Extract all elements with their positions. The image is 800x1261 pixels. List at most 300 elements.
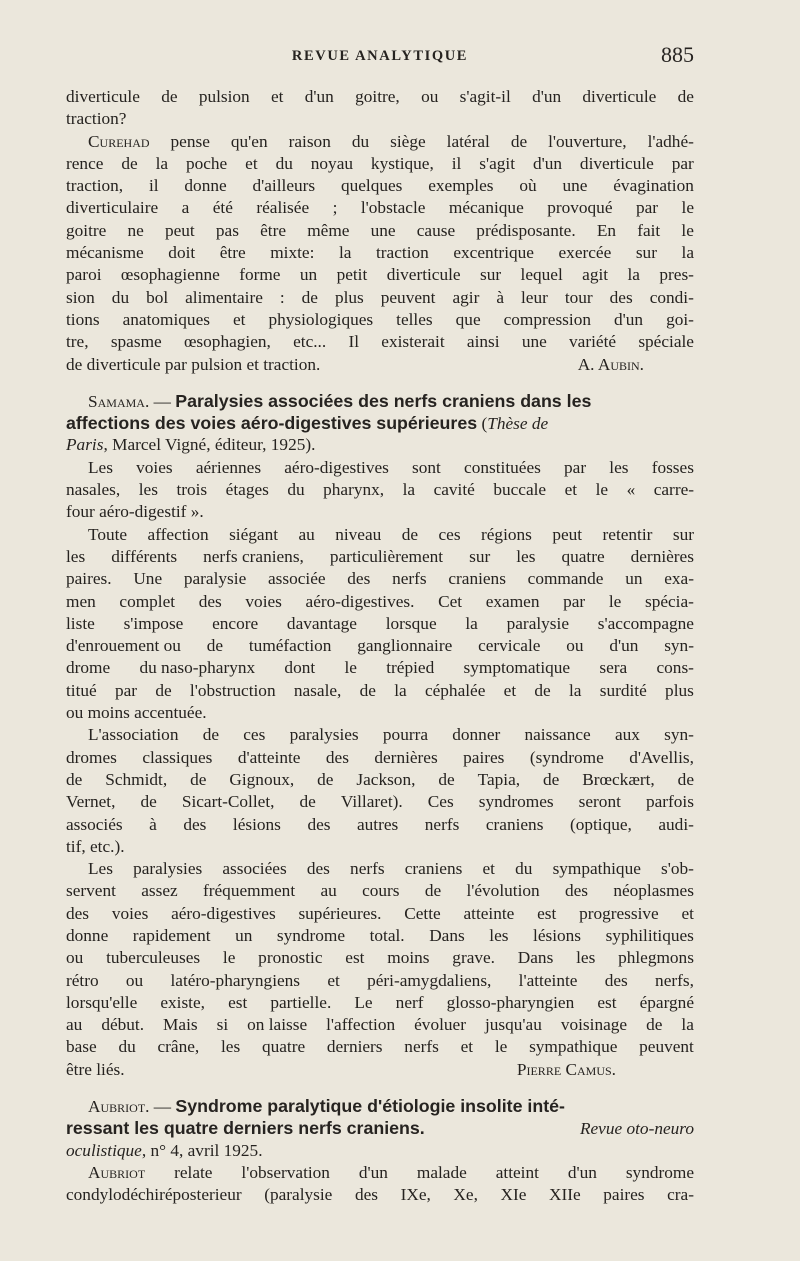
- word: la: [155, 153, 169, 173]
- word: classiques: [142, 747, 213, 767]
- word: noyau: [310, 153, 353, 173]
- word: au: [298, 524, 315, 544]
- word: cause: [416, 220, 456, 240]
- word: examen: [485, 591, 540, 611]
- word: variété: [569, 332, 617, 352]
- word: goitre: [66, 220, 107, 240]
- word: s'impose: [123, 613, 184, 633]
- review-aubriot: [66, 1184, 694, 1206]
- word: d'atteinte: [237, 747, 301, 767]
- word: associée: [267, 569, 326, 589]
- word: peut: [164, 220, 195, 240]
- word: Cet: [438, 591, 463, 611]
- word: excentrique: [453, 243, 534, 263]
- text-line: [66, 680, 694, 702]
- word: être: [219, 243, 246, 263]
- word: du naso-pharynx: [139, 658, 256, 678]
- text-line-content: de diverticule par pulsion et traction.: [66, 354, 321, 374]
- word: siégant: [229, 524, 279, 544]
- word: constituées: [464, 457, 541, 477]
- word: phlegmons: [618, 948, 694, 968]
- word: du: [351, 131, 370, 151]
- word: des: [325, 747, 349, 767]
- word: paires: [603, 1185, 645, 1205]
- section-gap: [66, 376, 694, 390]
- text-line: [66, 568, 694, 590]
- word: l'atteinte: [518, 970, 578, 990]
- review-signature: Pierre Camus.: [516, 1059, 616, 1079]
- word: diverticule: [386, 265, 461, 285]
- word: quelques: [340, 176, 403, 196]
- word: l'ouverture,: [548, 131, 627, 151]
- word: voies: [245, 591, 282, 611]
- word: exa-: [664, 569, 694, 589]
- word: et: [482, 859, 495, 879]
- source-city: Paris: [66, 435, 104, 455]
- word: sera: [599, 658, 628, 678]
- word: est: [228, 992, 248, 1012]
- word: audi-: [658, 814, 694, 834]
- word: agir: [452, 287, 480, 307]
- text-line: [66, 702, 694, 724]
- review-source: [66, 434, 694, 456]
- word: trépied: [386, 658, 435, 678]
- word: une: [370, 220, 396, 240]
- word: paralysie: [183, 569, 247, 589]
- word: existe,: [160, 992, 205, 1012]
- word: nerfs: [350, 859, 385, 879]
- word: Dans: [429, 925, 465, 945]
- running-title: REVUE ANALYTIQUE: [291, 48, 469, 64]
- text-line: [66, 880, 694, 902]
- word: et: [245, 153, 258, 173]
- word: des: [354, 1185, 378, 1205]
- word: l'obstruction: [189, 680, 276, 700]
- word: s'accompagne: [597, 613, 694, 633]
- word: ne: [127, 220, 144, 240]
- word: si: [216, 1015, 229, 1035]
- word: le: [595, 480, 609, 500]
- word: donne: [184, 176, 227, 196]
- word: un: [625, 569, 643, 589]
- word: à: [149, 814, 157, 834]
- word: nerf: [395, 992, 424, 1012]
- word: les: [576, 948, 596, 968]
- word: doit: [168, 243, 196, 263]
- word: encore: [212, 613, 259, 633]
- word: prédisposante.: [476, 220, 576, 240]
- word: par: [114, 680, 138, 700]
- word: d'Avellis,: [629, 747, 694, 767]
- word: début.: [101, 1015, 145, 1035]
- text-line: [66, 769, 694, 791]
- word: la: [465, 613, 478, 633]
- review-heading-cont: [66, 412, 694, 434]
- word: mixte:: [270, 243, 315, 263]
- word: derniers: [326, 1037, 383, 1057]
- word: où: [519, 176, 537, 196]
- word: carre-: [653, 480, 694, 500]
- text-line: [66, 992, 694, 1014]
- review-title: Paralysies associées des nerfs craniens dans les: [175, 390, 592, 411]
- word: Toute: [88, 524, 128, 544]
- word: et: [460, 1037, 474, 1057]
- word: atteint: [495, 1162, 539, 1182]
- word: peuvent: [380, 287, 436, 307]
- word: par: [563, 591, 586, 611]
- word: dromes: [66, 747, 117, 767]
- word: sur: [480, 265, 502, 285]
- word: d'enrouement ou: [66, 636, 181, 656]
- word: les: [138, 480, 158, 500]
- word: paires.: [66, 569, 112, 589]
- word: de: [677, 87, 694, 106]
- review-heading: [66, 390, 694, 412]
- word: par: [671, 153, 694, 173]
- word: des: [306, 859, 330, 879]
- word: retentir: [602, 524, 653, 544]
- section-gap: [66, 1081, 694, 1095]
- word: craniens: [448, 569, 506, 589]
- word: s'agit-il: [459, 87, 511, 106]
- word: la: [681, 243, 694, 263]
- word: différents: [111, 546, 178, 566]
- body-text: [66, 86, 694, 1207]
- word: de: [155, 680, 172, 700]
- text-line: [66, 791, 694, 813]
- word: cervicale: [478, 636, 541, 656]
- word: telles: [396, 309, 433, 329]
- text-line-content: être liés.: [66, 1059, 125, 1079]
- word: cons-: [656, 658, 694, 678]
- word: épargné: [639, 992, 694, 1012]
- word: cours: [362, 881, 400, 901]
- word: et: [327, 970, 340, 990]
- word: traction,: [66, 176, 124, 196]
- word: de: [202, 725, 220, 745]
- word: ces: [243, 725, 266, 745]
- word: sympathique: [529, 1037, 618, 1057]
- word: parfois: [645, 792, 694, 812]
- word: ces: [438, 524, 461, 544]
- word: le: [608, 591, 622, 611]
- word: du: [118, 1037, 136, 1057]
- text-line: [66, 86, 694, 108]
- word: goi-: [666, 309, 694, 329]
- word: nerfs craniens,: [203, 546, 304, 566]
- text-line: [66, 354, 694, 376]
- source-publisher: , Marcel Vigné, éditeur, 1925).: [103, 435, 316, 455]
- word: est: [345, 948, 365, 968]
- word: Dans: [517, 948, 554, 968]
- word: les: [220, 1037, 241, 1057]
- text-line: [66, 1036, 694, 1058]
- text-line: [66, 546, 694, 568]
- word: goitre,: [355, 87, 400, 106]
- word: du: [515, 859, 533, 879]
- word: :: [279, 287, 285, 307]
- word: les: [516, 546, 536, 566]
- word: à: [496, 287, 504, 307]
- word: sur: [672, 524, 694, 544]
- word: surdité: [599, 680, 647, 700]
- word: ganglionnaire: [357, 636, 453, 656]
- word: il: [451, 153, 462, 173]
- word: néoplasmes: [613, 881, 694, 901]
- word: des: [604, 970, 628, 990]
- text-line: [66, 657, 694, 679]
- text-line: [66, 242, 694, 264]
- word: Cette: [404, 903, 441, 923]
- word: drome: [66, 658, 111, 678]
- review-title-cont: affections des voies aéro-digestives supérieures: [66, 413, 478, 434]
- word: diverticule: [582, 87, 657, 106]
- word: œsophagienne: [120, 265, 220, 285]
- word: tions: [66, 309, 100, 329]
- word: il: [148, 176, 159, 196]
- word: siège: [390, 131, 426, 151]
- word: jusqu'au: [484, 1015, 542, 1035]
- word: la: [402, 480, 416, 500]
- word: et: [503, 680, 517, 700]
- text-line: [66, 501, 694, 523]
- word: En: [596, 220, 617, 240]
- word: L'association: [88, 725, 179, 745]
- word: rétro: [66, 970, 99, 990]
- word: et: [232, 309, 246, 329]
- word: buccale: [493, 480, 547, 500]
- word: de: [66, 769, 83, 789]
- word: fréquemment: [203, 881, 296, 901]
- word: tour: [564, 287, 593, 307]
- word: provoqué: [547, 198, 613, 218]
- word: s'ob-: [661, 859, 694, 879]
- word: pense: [170, 131, 210, 151]
- word: d'un: [609, 636, 639, 656]
- running-head: [66, 42, 694, 72]
- word: le: [344, 658, 357, 678]
- word: Une: [133, 569, 163, 589]
- word: craniens: [404, 859, 463, 879]
- word: d'ailleurs: [252, 176, 316, 196]
- word: kystique,: [370, 153, 434, 173]
- text-line: [66, 836, 694, 858]
- word: bol: [146, 287, 169, 307]
- word: syndromes: [478, 792, 554, 812]
- source-open: (: [481, 414, 488, 434]
- text-line: [66, 264, 694, 286]
- word: Jackson,: [356, 769, 416, 789]
- word: pres-: [659, 265, 694, 285]
- word: de: [190, 769, 207, 789]
- word: par: [564, 457, 587, 477]
- word: de: [401, 524, 419, 544]
- word: péri-amygdaliens,: [367, 970, 492, 990]
- word: donne: [66, 925, 109, 945]
- word: d'un: [567, 1162, 597, 1182]
- word: voies: [136, 457, 173, 477]
- word: les: [609, 457, 629, 477]
- text-line: [66, 903, 694, 925]
- word: glosso-pharyngien: [446, 992, 575, 1012]
- word: céphalée: [424, 680, 486, 700]
- word: de: [161, 87, 178, 106]
- word: syphilitiques: [605, 925, 694, 945]
- word: naissance: [524, 725, 591, 745]
- word: paires: [463, 747, 505, 767]
- word: crâne,: [157, 1037, 200, 1057]
- word: condylodéchiréposterieur: [66, 1185, 242, 1205]
- word: lorsque: [385, 613, 437, 633]
- word: évoluer: [414, 1015, 466, 1035]
- word: des: [66, 903, 90, 923]
- word: des: [347, 569, 371, 589]
- text-line: [66, 331, 694, 353]
- word: étages: [225, 480, 269, 500]
- author-mention: Aubriot: [88, 1162, 146, 1182]
- word: men: [66, 591, 96, 611]
- word: d'un: [358, 1162, 388, 1182]
- word: l'évolution: [466, 881, 540, 901]
- text-line: [66, 591, 694, 613]
- word: de: [206, 636, 224, 656]
- word: dernières: [374, 747, 438, 767]
- journal-issue: , n° 4, avril 1925.: [141, 1140, 263, 1160]
- word: cra-: [667, 1185, 694, 1205]
- word: rapidement: [132, 925, 211, 945]
- review-signature: A. Aubin.: [577, 354, 644, 374]
- text-line: [66, 287, 694, 309]
- word: est: [537, 903, 557, 923]
- word: pulsion: [198, 87, 250, 106]
- word: on laisse: [247, 1015, 308, 1035]
- word: la: [338, 243, 352, 263]
- word: liste: [66, 613, 95, 633]
- word: poche: [185, 153, 228, 173]
- word: tuberculeuses: [106, 948, 201, 968]
- word: d'un: [532, 153, 562, 173]
- review-source: [66, 1140, 694, 1162]
- word: atteinte: [463, 903, 515, 923]
- word: peut: [552, 524, 583, 544]
- word: Gignoux,: [229, 769, 295, 789]
- word: œsophagien,: [183, 332, 271, 352]
- word: les: [489, 925, 509, 945]
- word: paralysie: [506, 613, 569, 633]
- word: craniens: [485, 814, 544, 834]
- word: du: [275, 153, 293, 173]
- text-line: [66, 1184, 694, 1206]
- word: paralysies: [133, 859, 203, 879]
- word: sont: [412, 457, 441, 477]
- word: au: [66, 1015, 83, 1035]
- word: plus: [334, 287, 364, 307]
- word: IXe,: [400, 1185, 431, 1205]
- text-line: [66, 131, 694, 153]
- word: aéro-digestives: [284, 457, 389, 477]
- word: lésions: [232, 814, 281, 834]
- word: exemples: [428, 176, 494, 196]
- word: anatomiques: [122, 309, 210, 329]
- review-title: Syndrome paralytique d'étiologie insolite inté-: [175, 1096, 565, 1117]
- page-number: 885: [661, 42, 694, 67]
- word: complet: [119, 591, 176, 611]
- review-author: Aubriot.: [88, 1097, 150, 1117]
- word: une: [562, 176, 588, 196]
- word: tre,: [66, 332, 89, 352]
- review-aubin: [66, 86, 694, 354]
- word: (paralysie: [264, 1185, 333, 1205]
- word: assez: [141, 881, 178, 901]
- word: des: [609, 287, 633, 307]
- word: sur: [469, 546, 491, 566]
- word: au: [320, 881, 337, 901]
- word: relate: [174, 1162, 213, 1182]
- word: tif, etc.).: [66, 836, 125, 856]
- journal-name: Revue oto-neuro: [579, 1119, 694, 1139]
- word: le: [222, 948, 236, 968]
- word: la: [568, 680, 582, 700]
- text-line: [66, 970, 694, 992]
- word: le: [681, 220, 694, 240]
- word: Villaret).: [340, 792, 403, 812]
- text-line: [66, 1059, 694, 1081]
- word: «: [626, 480, 636, 500]
- text-line: [66, 947, 694, 969]
- word: traction: [376, 243, 429, 263]
- word: spasme: [110, 332, 162, 352]
- word: que: [455, 309, 481, 329]
- source-title: Thèse de: [487, 414, 549, 434]
- word: diverticule: [66, 87, 140, 106]
- word: tuméfaction: [248, 636, 332, 656]
- word: peuvent: [639, 1037, 694, 1057]
- word: s'agit: [479, 153, 516, 173]
- word: Ces: [427, 792, 454, 812]
- word: nerfs: [424, 814, 460, 834]
- word: Mais: [163, 1015, 198, 1035]
- word: ou: [125, 970, 144, 990]
- word: agit: [582, 265, 609, 285]
- word: dont: [284, 658, 316, 678]
- word: malade: [416, 1162, 467, 1182]
- word: sion: [66, 287, 95, 307]
- word: pronostic: [258, 948, 323, 968]
- text-line: [66, 457, 694, 479]
- text-line: [66, 747, 694, 769]
- review-heading: [66, 1095, 694, 1117]
- word: être: [260, 220, 287, 240]
- word: donner: [452, 725, 501, 745]
- word: titué: [66, 680, 97, 700]
- word: seront: [578, 792, 621, 812]
- journal-name-cont: oculistique: [66, 1140, 142, 1160]
- word: lorsqu'elle: [66, 992, 138, 1012]
- word: existerait: [381, 332, 445, 352]
- word: évagination: [613, 176, 694, 196]
- word: petit: [336, 265, 368, 285]
- word: associées: [222, 859, 287, 879]
- word: dernières: [630, 546, 694, 566]
- word: traction?: [66, 109, 127, 129]
- word: été: [212, 198, 233, 218]
- word: symptomatique: [463, 658, 571, 678]
- word: cavité: [433, 480, 475, 500]
- word: XIe: [500, 1185, 527, 1205]
- word: sur: [635, 243, 657, 263]
- text-line: [66, 524, 694, 546]
- word: davantage: [286, 613, 357, 633]
